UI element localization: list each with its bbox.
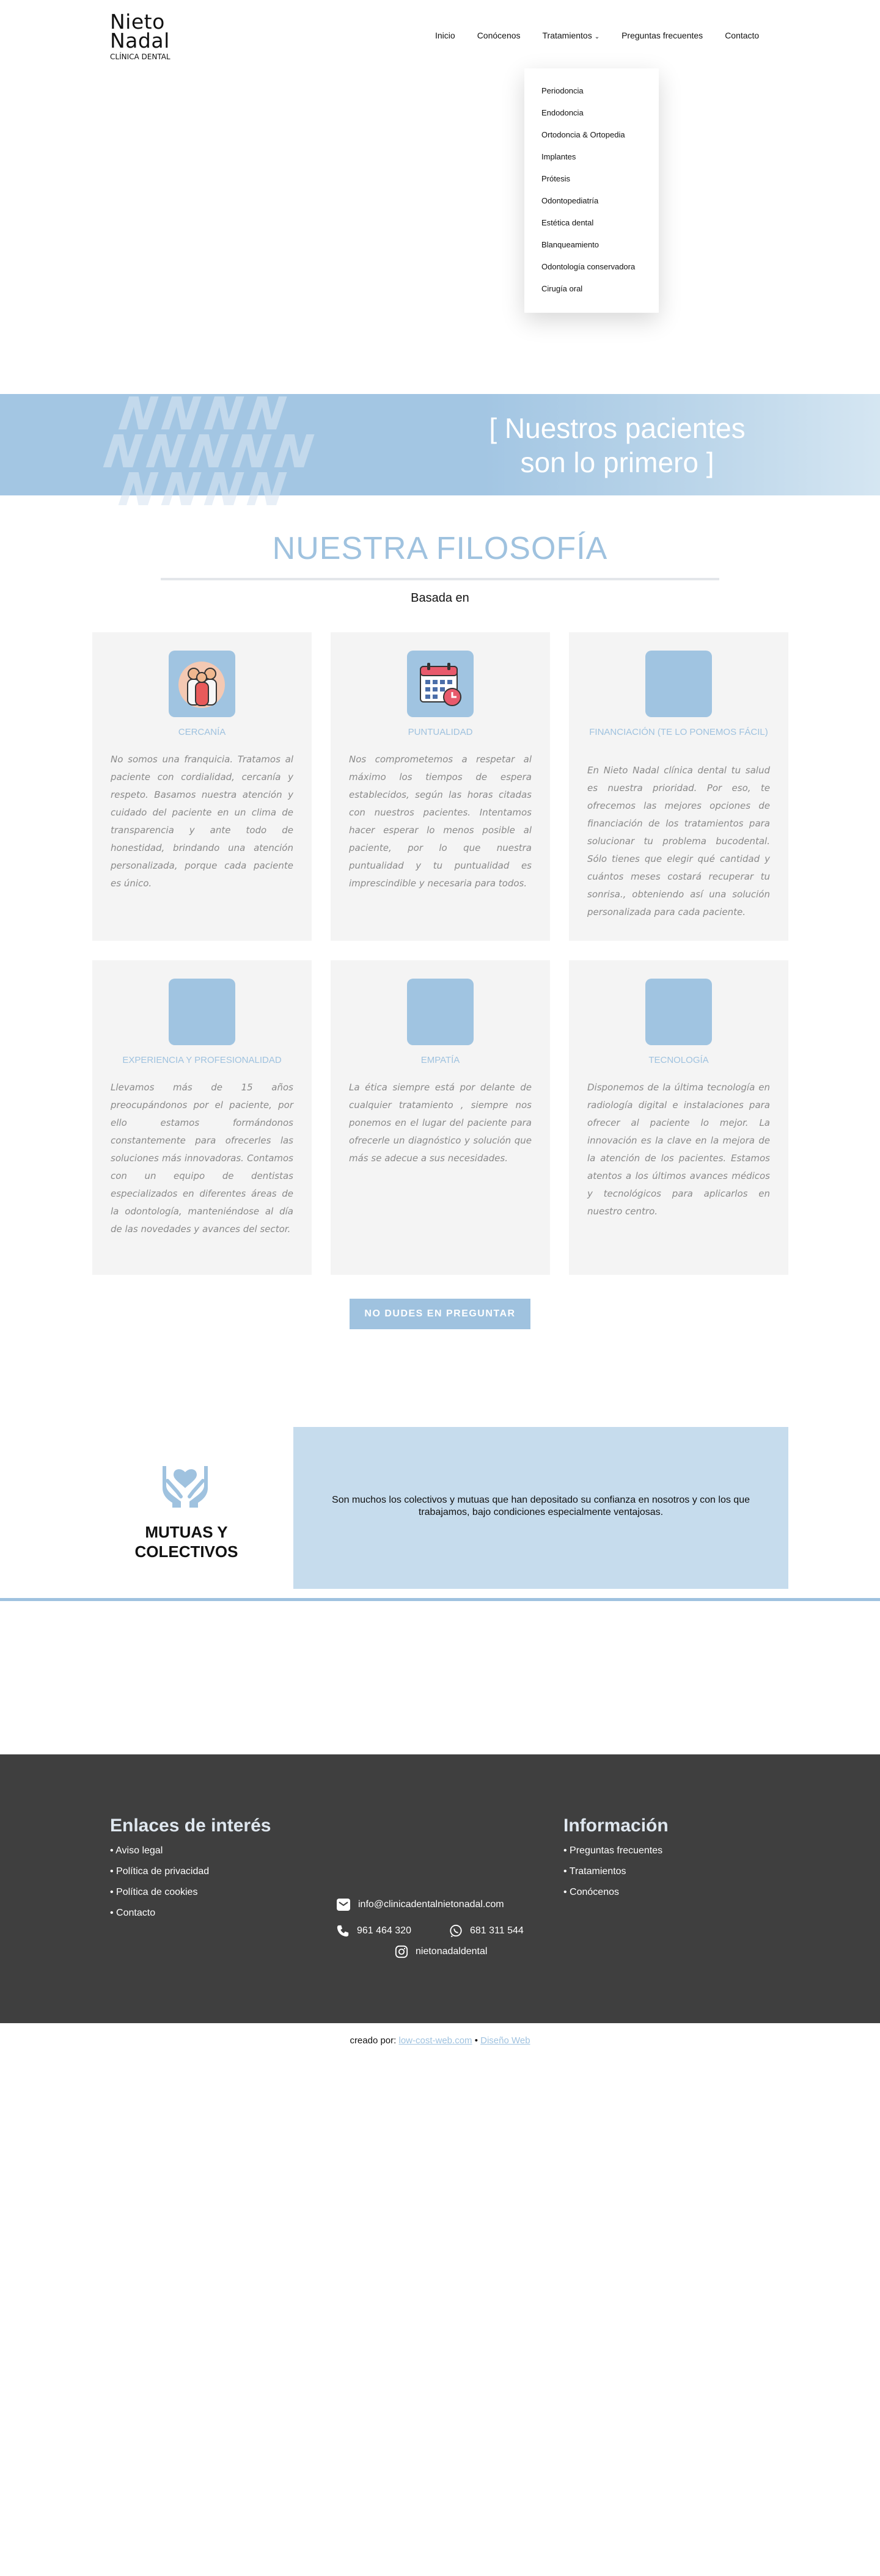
banner-line2: son lo primero ] [520, 447, 714, 478]
mutuas-box [293, 1427, 788, 1589]
footer-links [110, 1841, 209, 1924]
team-icon [169, 651, 235, 717]
dropdown-item-periodoncia[interactable]: Periodoncia [541, 86, 584, 95]
mutuas-text: Son muchos los colectivos y mutuas que han depositado su confianza en nosotros y con los que trabajamos, bajo condiciones especialmente ventajosas. [332, 1495, 750, 1517]
mutuas-title-line2: COLECTIVOS [134, 1542, 238, 1561]
credit-link-lowcost[interactable]: low-cost-web.com [398, 2035, 472, 2046]
dropdown-item-estetica[interactable]: Estética dental [541, 218, 594, 227]
dropdown-item-endodoncia[interactable]: Endodoncia [541, 108, 584, 117]
phone-text: 961 464 320 [357, 1925, 411, 1936]
card-title: EXPERIENCIA Y PROFESIONALIDAD [122, 1055, 282, 1065]
phone-icon [336, 1924, 350, 1938]
whatsapp-icon [449, 1924, 463, 1938]
email-icon [336, 1897, 351, 1912]
credit-line [0, 2035, 880, 2046]
value-card-experiencia [92, 960, 312, 1275]
value-card-puntualidad [331, 632, 550, 941]
dropdown-item-odontopediatria[interactable]: Odontopediatría [541, 196, 599, 205]
value-card-financiacion [569, 632, 788, 941]
footer-instagram[interactable] [395, 1945, 487, 1958]
card-title: FINANCIACIÓN (TE LO PONEMOS FÁCIL) [589, 727, 768, 737]
footer-link-conocenos[interactable]: • Conócenos [563, 1887, 619, 1897]
footer-link-contacto[interactable]: • Contacto [110, 1908, 156, 1918]
mutuas-title [110, 1522, 263, 1561]
nav-contacto[interactable]: Contacto [725, 31, 760, 40]
logo-tagline: CLÍNICA DENTAL [110, 53, 170, 61]
hero-banner [0, 388, 880, 516]
dropdown-item-blanqueamiento[interactable]: Blanqueamiento [541, 240, 599, 249]
footer-whatsapp[interactable] [449, 1924, 524, 1938]
finance-icon [645, 651, 712, 717]
philosophy-subtitle: Basada en [411, 591, 469, 605]
footer-link-cookies[interactable]: • Política de cookies [110, 1887, 198, 1897]
footer-link-tratamientos[interactable]: • Tratamientos [563, 1866, 626, 1877]
banner-line1: [ Nuestros pacientes [489, 412, 746, 444]
card-body: No somos una franquicia. Tratamos al paciente con cordialidad, cercanía y respeto. Basamos nuestra atención y cuidado del paciente en un clima de transparencia y ante todo de honestidad, brindando una atención personalizada, porque cada paciente es único. [111, 754, 293, 889]
credit-separator: • [472, 2035, 481, 2046]
card-body: Nos comprometemos a respetar al máximo los tiempos de espera establecidos, según las horas citadas con nuestros pacientes. Intentamos hacer esperar lo menos posible al paciente, por lo que nuestra puntualidad y tu puntualidad es imprescindible y necesaria para todos. [349, 754, 532, 889]
footer-phone[interactable] [336, 1924, 411, 1938]
value-card-empatia [331, 960, 550, 1275]
footer-links-title: Enlaces de interés [110, 1815, 271, 1836]
logo[interactable] [110, 12, 177, 61]
footer-email[interactable] [336, 1897, 504, 1912]
empathy-icon [407, 979, 474, 1045]
dropdown-item-cirugia[interactable]: Cirugía oral [541, 284, 583, 293]
nav-preguntas[interactable]: Preguntas frecuentes [622, 31, 703, 40]
footer-link-privacidad[interactable]: • Política de privacidad [110, 1866, 210, 1877]
nav-tratamientos-label: Tratamientos [542, 31, 592, 40]
card-title: CERCANÍA [178, 727, 226, 737]
credit-prefix: creado por: [350, 2035, 397, 2046]
email-text: info@clinicadentalnietonadal.com [358, 1899, 504, 1910]
calendar-icon [407, 651, 474, 717]
ask-button[interactable]: NO DUDES EN PREGUNTAR [350, 1299, 530, 1329]
footer [0, 1754, 880, 2023]
main-nav [424, 31, 770, 40]
mutuas-title-line1: MUTUAS Y [145, 1523, 228, 1541]
card-body: En Nieto Nadal clínica dental tu salud es nuestra prioridad. Por eso, te ofrecemos las mejores opciones de financiación de los tratamientos para solucionar tu problema bucodental. Sólo tienes que elegir qué cantidad y cuántos meses costará recuperar tu sonrisa., obteniendo así una solución personalizada para cada paciente. [587, 765, 770, 918]
footer-info-title: Información [563, 1815, 669, 1836]
experience-icon [169, 979, 235, 1045]
card-body: Disponemos de la última tecnología en radiología digital e instalaciones para ofrecer al paciente lo mejor. La innovación es la clave en la mejora de la atención de los pacientes. Estamos atentos a los últimos avances médicos y tecnológicos para aplicarlos en nuestro centro. [587, 1082, 770, 1217]
footer-link-preguntas[interactable]: • Preguntas frecuentes [563, 1845, 663, 1856]
chevron-down-icon: ⌄ [594, 34, 600, 40]
section-divider [0, 1598, 880, 1601]
value-card-cercania [92, 632, 312, 941]
dropdown-item-conservadora[interactable]: Odontología conservadora [541, 262, 636, 271]
credit-link-diseno[interactable]: Diseño Web [480, 2035, 530, 2046]
n-pattern-decoration: N N N N N N N N N N N N N [95, 388, 321, 516]
card-title: EMPATÍA [420, 1055, 460, 1065]
card-body: La ética siempre está por delante de cualquier tratamiento , siempre nos ponemos en el lugar del paciente para ofrecerle un diagnóstico y solución que más se adecue a sus necesidades. [349, 1082, 532, 1164]
hands-heart-icon [160, 1454, 210, 1508]
card-body: Llevamos más de 15 años preocupándonos por el paciente, por ello estamos formándonos constantemente para ofrecerles las soluciones más innovadoras. Contamos con un equipo de dentistas especializados en diferentes áreas de la odontología, manteniéndose al día de las novedades y avances del sector. [111, 1082, 293, 1235]
whatsapp-text: 681 311 544 [470, 1925, 524, 1936]
logo-line2: Nadal [110, 29, 170, 53]
tratamientos-dropdown [524, 68, 659, 313]
philosophy-title: NUESTRA FILOSOFÍA [272, 531, 608, 566]
banner-headline [464, 411, 770, 480]
nav-conocenos[interactable]: Conócenos [477, 31, 521, 40]
nav-inicio[interactable]: Inicio [435, 31, 455, 40]
instagram-text: nietonadaldental [416, 1946, 488, 1957]
nav-tratamientos[interactable] [532, 31, 611, 40]
footer-link-aviso-legal[interactable]: • Aviso legal [110, 1845, 163, 1856]
instagram-icon [395, 1945, 408, 1958]
dropdown-item-implantes[interactable]: Implantes [541, 152, 576, 161]
logo-line1: Nieto [110, 10, 165, 34]
dropdown-item-protesis[interactable]: Prótesis [541, 174, 570, 183]
technology-icon [645, 979, 712, 1045]
divider [161, 578, 719, 580]
value-card-tecnologia [569, 960, 788, 1275]
card-title: TECNOLOGÍA [648, 1055, 709, 1065]
card-title: PUNTUALIDAD [408, 727, 473, 737]
dropdown-item-ortodoncia[interactable]: Ortodoncia & Ortopedia [541, 130, 625, 139]
footer-info [563, 1841, 662, 1903]
